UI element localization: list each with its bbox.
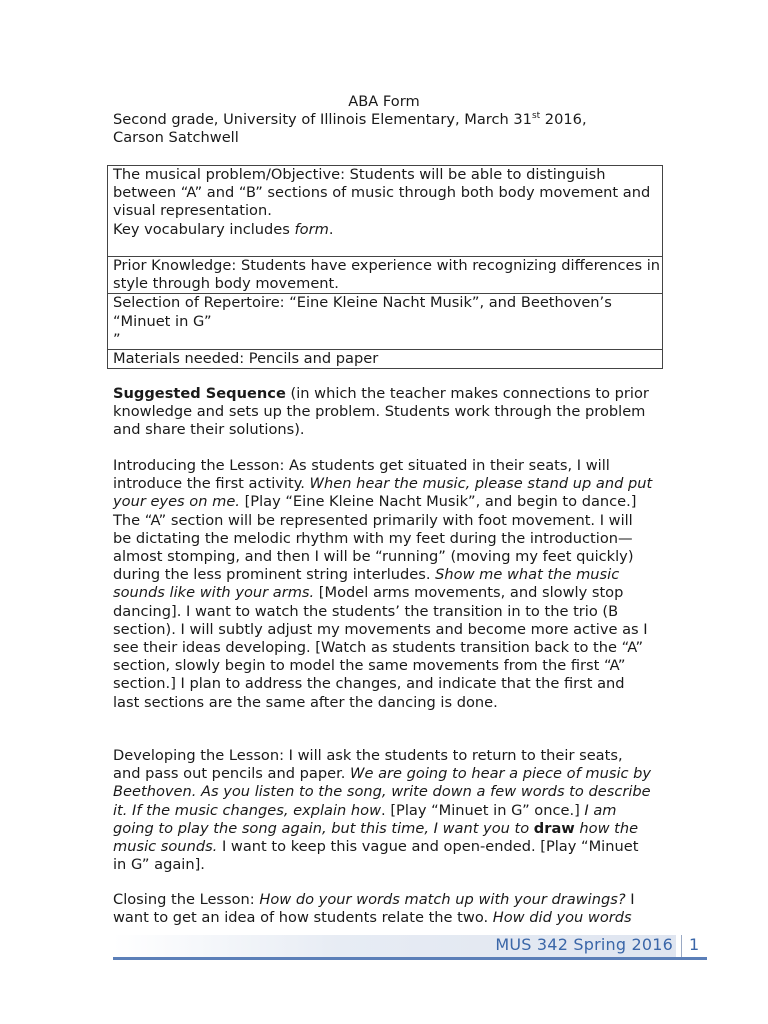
table-row-repertoire [108,294,663,350]
introducing-lesson-paragraph [113,457,653,712]
footer-course-title: MUS 342 Spring 2016 [495,935,673,954]
develop-text-3: I want to keep this vague and open-ended. [Play “Minuet in G” again]. [113,838,639,874]
developing-lesson-paragraph [113,747,653,874]
document-subtitle [113,111,587,129]
sequence-heading: Suggested Sequence [113,385,286,402]
lesson-info-table [107,165,663,369]
table-row-prior-knowledge [108,257,663,294]
intro-italic-1: When hear the music, please stand up and put your eyes on me. [113,475,653,511]
sequence-text: (in which the teacher makes connections to prior knowledge and sets up the problem. Students work through the problem and share their solutions). [113,385,649,439]
footer-divider [681,935,682,957]
document-author: Carson Satchwell [113,129,239,146]
materials-cell: Materials needed: Pencils and paper [108,350,663,369]
suggested-sequence-paragraph [113,385,653,440]
develop-bold-draw: draw [533,819,575,837]
document-title: ABA Form [348,93,420,110]
table-row-objective [108,166,663,257]
closing-text-2: I want to get an idea of how students relate the two. [113,891,635,927]
develop-italic-2: I am going to play the song again, but this time, I want you to [113,801,617,837]
repertoire-cell [108,294,663,350]
closing-italic-2: How did you words [492,909,632,927]
closing-lesson-paragraph [113,891,653,927]
vocab-end: . [328,220,334,238]
intro-text-2: [Play “Eine Kleine Nacht Musik”, and begin to dance.] The “A” section will be represented primarily with foot movement. I will be dictating the melodic rhythm with my feet during the introduction—almost stomping, and then I will be “running” (moving my feet quickly) during the less prominent string interludes. [113,493,637,584]
closing-text-1: Closing the Lesson: [113,891,260,908]
prior-knowledge-cell: Prior Knowledge: Students have experience with recognizing differences in style through body movement. [108,257,663,294]
intro-italic-2: Show me what the music sounds like with your arms. [113,566,620,602]
table-row-materials [108,350,663,369]
vocab-text: Key vocabulary includes [113,220,295,238]
repertoire-stray-quote: ” [113,330,121,348]
develop-italic-3: how the music sounds. [113,819,639,856]
subtitle-text: Second grade, University of Illinois Elementary, March 31 [113,111,532,128]
intro-text-1: Introducing the Lesson: As students get situated in their seats, I will introduce the first activity. [113,457,610,493]
develop-text-2: . [Play “Minuet in G” once.] [381,801,585,819]
intro-text-3: [Model arms movements, and slowly stop dancing]. I want to watch the students’ the transition in to the trio (B section). I will subtly adjust my movements and become more active as I see their ideas developing. [Watch as students transition back to the “A” section, slowly begin to model the same movements from the first “A” section.] I plan to address the changes, and indicate that the first and last sections are the same after the dancing is done. [113,584,648,711]
subtitle-superscript: st [531,111,541,122]
subtitle-year: 2016, [540,111,587,128]
develop-italic-1: We are going to hear a piece of music by Beethoven. As you listen to the song, write down a few words to describe it. If the music changes, explain how [113,765,652,819]
develop-text-1: Developing the Lesson: I will ask the students to return to their seats, and pass out pencils and paper. [113,747,623,783]
closing-italic-1: How do your words match up with your drawings? [259,891,626,908]
page-footer [113,935,707,960]
footer-page-number: 1 [689,935,700,954]
repertoire-text: Selection of Repertoire: “Eine Kleine Nacht Musik”, and Beethoven’s “Minuet in G” [113,294,612,330]
objective-text: The musical problem/Objective: Students will be able to distinguish between “A” and “B” sections of music through both body movement and visual representation. [113,166,651,220]
objective-cell [108,166,663,257]
vocab-term: form [294,220,329,238]
